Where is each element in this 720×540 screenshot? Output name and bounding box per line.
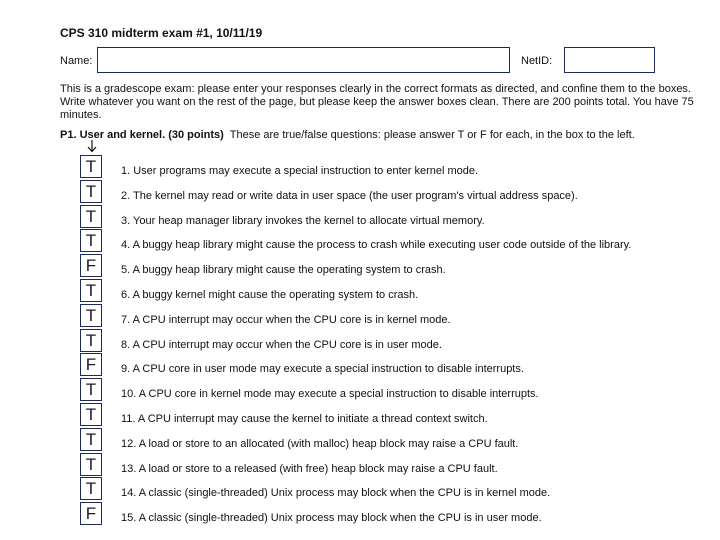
question-text: 4. A buggy heap library might cause the process to crash while executing user code outside of the library. [121, 239, 632, 252]
answer-box[interactable]: T [80, 329, 102, 352]
question-text: 2. The kernel may read or write data in user space (the user program's virtual address space). [121, 189, 578, 202]
problem-title: P1. User and kernel. (30 points) [60, 129, 224, 141]
question-text: 14. A classic (single-threaded) Unix process may block when the CPU is in kernel mode. [121, 487, 551, 500]
down-arrow-icon [86, 139, 98, 153]
question-text: 10. A CPU core in kernel mode may execute a special instruction to disable interrupts. [121, 388, 539, 401]
exam-title: CPS 310 midterm exam #1, 10/11/19 [60, 26, 263, 40]
question-text: 11. A CPU interrupt may cause the kernel to initiate a thread context switch. [121, 413, 488, 425]
question-text: 8. A CPU interrupt may occur when the CPU core is in user mode. [121, 338, 442, 351]
answer-box[interactable]: T [80, 205, 102, 228]
answer-box[interactable]: T [80, 403, 102, 426]
answer-box[interactable]: T [80, 304, 102, 327]
question-text: 7. A CPU interrupt may occur when the CPU core is in kernel mode. [121, 313, 451, 326]
answer-box[interactable]: T [80, 229, 102, 252]
question-text: 15. A classic (single-threaded) Unix process may block when the CPU is in user mode. [121, 512, 542, 525]
exam-instructions: This is a gradescope exam: please enter your responses clearly in the correct formats as directed, and confine them to the boxes. Write whatever you want on the rest of the page, but please keep the answer boxes clean. There are 200 points total. You have 75 minutes. [60, 83, 694, 121]
answer-box[interactable]: F [80, 254, 102, 277]
answer-box[interactable]: T [80, 155, 102, 178]
question-text: 12. A load or store to an allocated (with malloc) heap block may raise a CPU fault. [121, 437, 519, 450]
answer-box[interactable]: T [80, 477, 102, 500]
problem-heading [60, 129, 635, 141]
answer-box[interactable]: F [80, 353, 102, 376]
question-text: 5. A buggy heap library might cause the operating system to crash. [121, 264, 446, 277]
problem-directions: These are true/false questions: please answer T or F for each, in the box to the left. [229, 129, 635, 141]
netid-field[interactable] [564, 47, 655, 73]
question-text: 13. A load or store to a released (with free) heap block may raise a CPU fault. [121, 462, 498, 475]
question-text: 3. Your heap manager library invokes the kernel to allocate virtual memory. [121, 214, 485, 227]
answer-box[interactable]: T [80, 453, 102, 476]
name-label: Name: [60, 55, 93, 67]
answer-box[interactable]: T [80, 428, 102, 451]
answer-box[interactable]: F [80, 502, 102, 525]
question-text: 9. A CPU core in user mode may execute a special instruction to disable interrupts. [121, 363, 524, 376]
answer-box[interactable]: T [80, 378, 102, 401]
netid-label: NetID: [521, 55, 553, 67]
question-text: 1. User programs may execute a special instruction to enter kernel mode. [121, 165, 479, 177]
name-field[interactable] [97, 47, 510, 73]
answer-box[interactable]: T [80, 279, 102, 302]
answer-box[interactable]: T [80, 180, 102, 203]
question-text: 6. A buggy kernel might cause the operating system to crash. [121, 289, 419, 301]
